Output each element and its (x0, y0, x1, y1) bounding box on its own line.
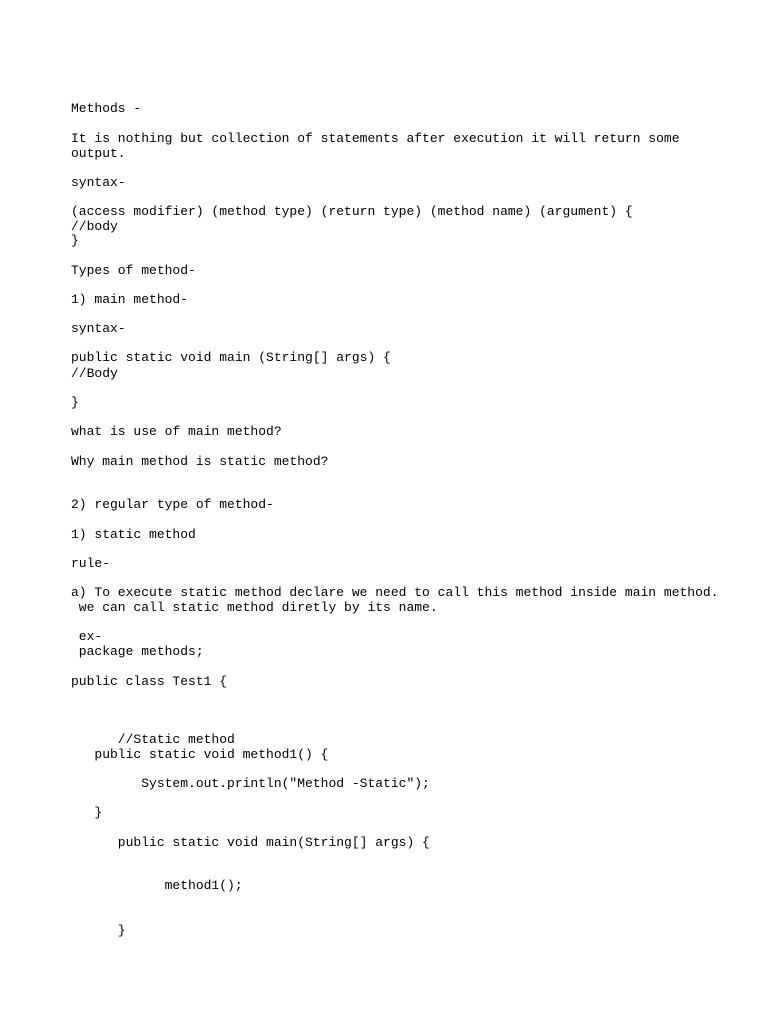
code-line: public class Test1 { (71, 674, 228, 689)
text-line: 1) static method (71, 527, 196, 542)
text-line: } (71, 395, 79, 410)
text-line: It is nothing but collection of statements after execution it will return some (71, 131, 680, 146)
code-line: //Static method (71, 732, 235, 747)
text-line: //Body (71, 366, 118, 381)
text-line: a) To execute static method declare we need to call this method inside main method. (71, 585, 719, 600)
heading-methods: Methods - (71, 101, 142, 116)
code-line: public static void main(String[] args) { (71, 835, 430, 850)
code-line: } (71, 805, 103, 820)
text-line: syntax- (71, 321, 126, 336)
text-line: output. (71, 146, 126, 161)
text-line: 2) regular type of method- (71, 497, 274, 512)
text-line: ex- (71, 629, 103, 644)
text-line: Why main method is static method? (71, 454, 329, 469)
text-line: } (71, 233, 79, 248)
code-line: method1(); (71, 878, 243, 893)
code-line: } (71, 923, 126, 938)
text-line: rule- (71, 556, 111, 571)
text-line: 1) main method- (71, 292, 189, 307)
text-line: package methods; (71, 644, 204, 659)
code-line: System.out.println("Method -Static"); (71, 776, 430, 791)
text-line: public static void main (String[] args) { (71, 350, 391, 365)
code-line: public static void method1() { (71, 747, 329, 762)
text-line: (access modifier) (method type) (return type) (method name) (argument) { (71, 204, 633, 219)
text-line: syntax- (71, 175, 126, 190)
text-line: //body (71, 219, 118, 234)
text-line: we can call static method diretly by its name. (71, 600, 438, 615)
text-line: what is use of main method? (71, 424, 282, 439)
text-line: Types of method- (71, 263, 196, 278)
